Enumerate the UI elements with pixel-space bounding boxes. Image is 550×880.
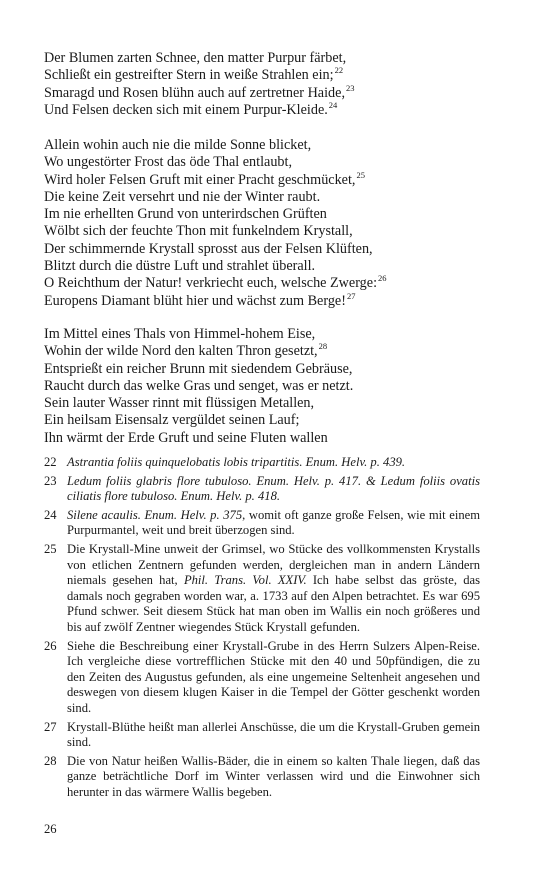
- poem-line: [44, 67, 514, 84]
- poem-line-text: Europens Diamant blüht hier und wächst zum Berge!: [44, 292, 346, 309]
- footnote-marker[interactable]: 22: [334, 65, 344, 76]
- page-number: 26: [44, 822, 57, 836]
- poem-line-text: Die keine Zeit versehrt und nie der Winter raubt.: [44, 188, 321, 205]
- poem-line-text: Wohin der wilde Nord den kalten Thron gesetzt,: [44, 343, 318, 360]
- poem-line-text: Wird holer Felsen Gruft mit einer Pracht geschmücket,: [44, 171, 356, 188]
- footnote-number: 28: [44, 753, 57, 768]
- footnote: [44, 474, 480, 505]
- poem-stanza: [44, 50, 514, 119]
- poem-line-text: Und Felsen decken sich mit einem Purpur-Kleide.: [44, 101, 328, 118]
- poem-line-text: Schließt ein gestreifter Stern in weiße Strahlen ein;: [44, 67, 334, 84]
- poem-line: [44, 275, 514, 292]
- poem-line: [44, 82, 514, 102]
- footnote-citation: Silene acaulis. Enum. Helv. p. 375: [67, 507, 243, 522]
- footnote: [44, 754, 480, 801]
- footnote-text-segment: Die Krystall-Mine unweit der Grimsel, wo Stücke des vollkommensten Krystalls von etlichen Zentnern gefunden werden, dergleichen man in andern Ländern niemals gesehen hat,: [67, 541, 480, 588]
- footnote-text-segment: Siehe die Beschreibung einer Krystall-Grube in des Herrn Sulzers Alpen-Reise. Ich vergleiche diese vortrefflichen Stücke mit den 40 und 50pfündigen, die zu den Zeiten des Augustus gefunden, als eine ungemeine Seltenheit angesehen und deswegen von diesem klugen Kaiser in die Tempel der Götter geschenkt worden sind.: [67, 638, 480, 715]
- poem-line: [44, 99, 514, 119]
- footnote-text-segment: Ich habe selbst das gröste, das damals noch gegraben worden war, a. 1733 auf den Alpen betrachtet. Es war 695 Pfund schwer. Seit diesem Stück hat man oben im Wallis ein noch größeres und bis auf zwölf Zentner wiegendes Stück Krystall gefunden.: [67, 573, 480, 634]
- poem-line-text: Raucht durch das welke Gras und senget, was er netzt.: [44, 377, 354, 394]
- poem-line-text: Smaragd und Rosen blühn auch auf zertretner Haide,: [44, 84, 345, 101]
- poem-line: [44, 343, 514, 360]
- footnote-number: 26: [44, 638, 57, 653]
- footnote: [44, 639, 480, 717]
- footnote: [44, 455, 480, 471]
- footnote-number: 25: [44, 541, 57, 556]
- footnotes: [44, 455, 480, 803]
- poem-line-text: Der Blumen zarten Schnee, den matter Purpur färbet,: [44, 50, 347, 66]
- poem-line-text: Im nie erhellten Grund von unterirdschen Grüften: [44, 206, 327, 223]
- footnote-text-segment: Die von Natur heißen Wallis-Bäder, die in einem so kalten Thale liegen, daß das ganze beträchtliche Dorf im Winter verlassen wird und die Einwohner sich herunter in das wärmere Wallis begeben.: [67, 753, 480, 799]
- poem-line-text: Wölbt sich der feuchte Thon mit funkelndem Krystall,: [44, 223, 353, 240]
- footnote-marker[interactable]: 26: [378, 273, 387, 284]
- poem-line: [44, 290, 514, 310]
- footnote-text-segment: , womit oft ganze große Felsen, wie mit einem Purpurmantel, weit und breit überzogen sind.: [67, 507, 480, 538]
- poem-line: [44, 154, 514, 171]
- poem-line: [44, 189, 514, 206]
- poem-line-text: Wo ungestörter Frost das öde Thal entlaubt,: [44, 154, 293, 171]
- poem-line-text: Entsprießt ein reicher Brunn mit siedendem Gebräuse,: [44, 360, 353, 377]
- footnote: [44, 720, 480, 751]
- poem-line-text: Sein lauter Wasser rinnt mit flüssigen Metallen,: [44, 395, 315, 412]
- poem-line: [44, 430, 514, 447]
- footnote: [44, 508, 480, 539]
- poem-line: [44, 361, 514, 378]
- poem-line: [44, 241, 514, 258]
- footnote-marker[interactable]: 25: [356, 169, 365, 180]
- footnote-citation: Ledum foliis glabris flore tubuloso. Enum. Helv. p. 417. & Ledum foliis ovatis ciliatis flore tubuloso. Enum. Helv. p. 418.: [67, 473, 480, 504]
- poem-line: [44, 169, 514, 189]
- footnote-number: 24: [44, 507, 57, 522]
- poem-line: [44, 326, 514, 343]
- poem-line-text: Allein wohin auch nie die milde Sonne blicket,: [44, 137, 312, 153]
- footnote-text: [67, 754, 480, 801]
- poem-line: [44, 258, 514, 275]
- footnote-text: [67, 508, 480, 539]
- footnote-marker[interactable]: 28: [318, 341, 328, 352]
- footnote-citation: Astrantia foliis quinquelobatis lobis tripartitis. Enum. Helv. p. 439.: [67, 455, 406, 469]
- poem-line-text: Der schimmernde Krystall sprosst aus der Felsen Klüften,: [44, 240, 373, 257]
- footnote: [44, 542, 480, 636]
- footnote-citation: Phil. Trans. Vol. XXIV.: [183, 573, 307, 588]
- footnote-text: [67, 474, 480, 505]
- poem-stanza: [44, 137, 514, 310]
- poem-line: [44, 395, 514, 412]
- poem-line-text: Ihn wärmt der Erde Gruft und seine Fluten wallen: [44, 429, 328, 446]
- footnote-number: 22: [44, 455, 57, 469]
- footnote-text: [67, 720, 480, 751]
- footnote-marker[interactable]: 27: [346, 290, 356, 301]
- footnote-text-segment: Krystall-Blüthe heißt man allerlei Anschüsse, die um die Krystall-Gruben gemein sind.: [67, 719, 480, 750]
- poem-line: [44, 378, 514, 395]
- poem-line: [44, 50, 514, 67]
- poem-line-text: Blitzt durch die düstre Luft und strahlet überall.: [44, 258, 316, 275]
- poem-line-text: Ein heilsam Eisensalz vergüldet seinen Lauf;: [44, 412, 300, 429]
- footnote-text: [67, 639, 480, 717]
- footnote-marker[interactable]: 23: [346, 82, 355, 93]
- poem-line-text: O Reichthum der Natur! verkriecht euch, welsche Zwerge:: [44, 275, 378, 292]
- poem-line: [44, 206, 514, 223]
- poem-line: [44, 412, 514, 429]
- footnote-text: [67, 455, 480, 471]
- footnote-marker[interactable]: 24: [328, 99, 338, 110]
- footnote-number: 23: [44, 473, 57, 488]
- footnote-text: [67, 542, 480, 636]
- poem-line: [44, 223, 514, 240]
- footnote-number: 27: [44, 719, 57, 734]
- poem-line-text: Im Mittel eines Thals von Himmel-hohem Eise,: [44, 326, 316, 342]
- poem-stanza: [44, 326, 514, 447]
- poem-line: [44, 137, 514, 154]
